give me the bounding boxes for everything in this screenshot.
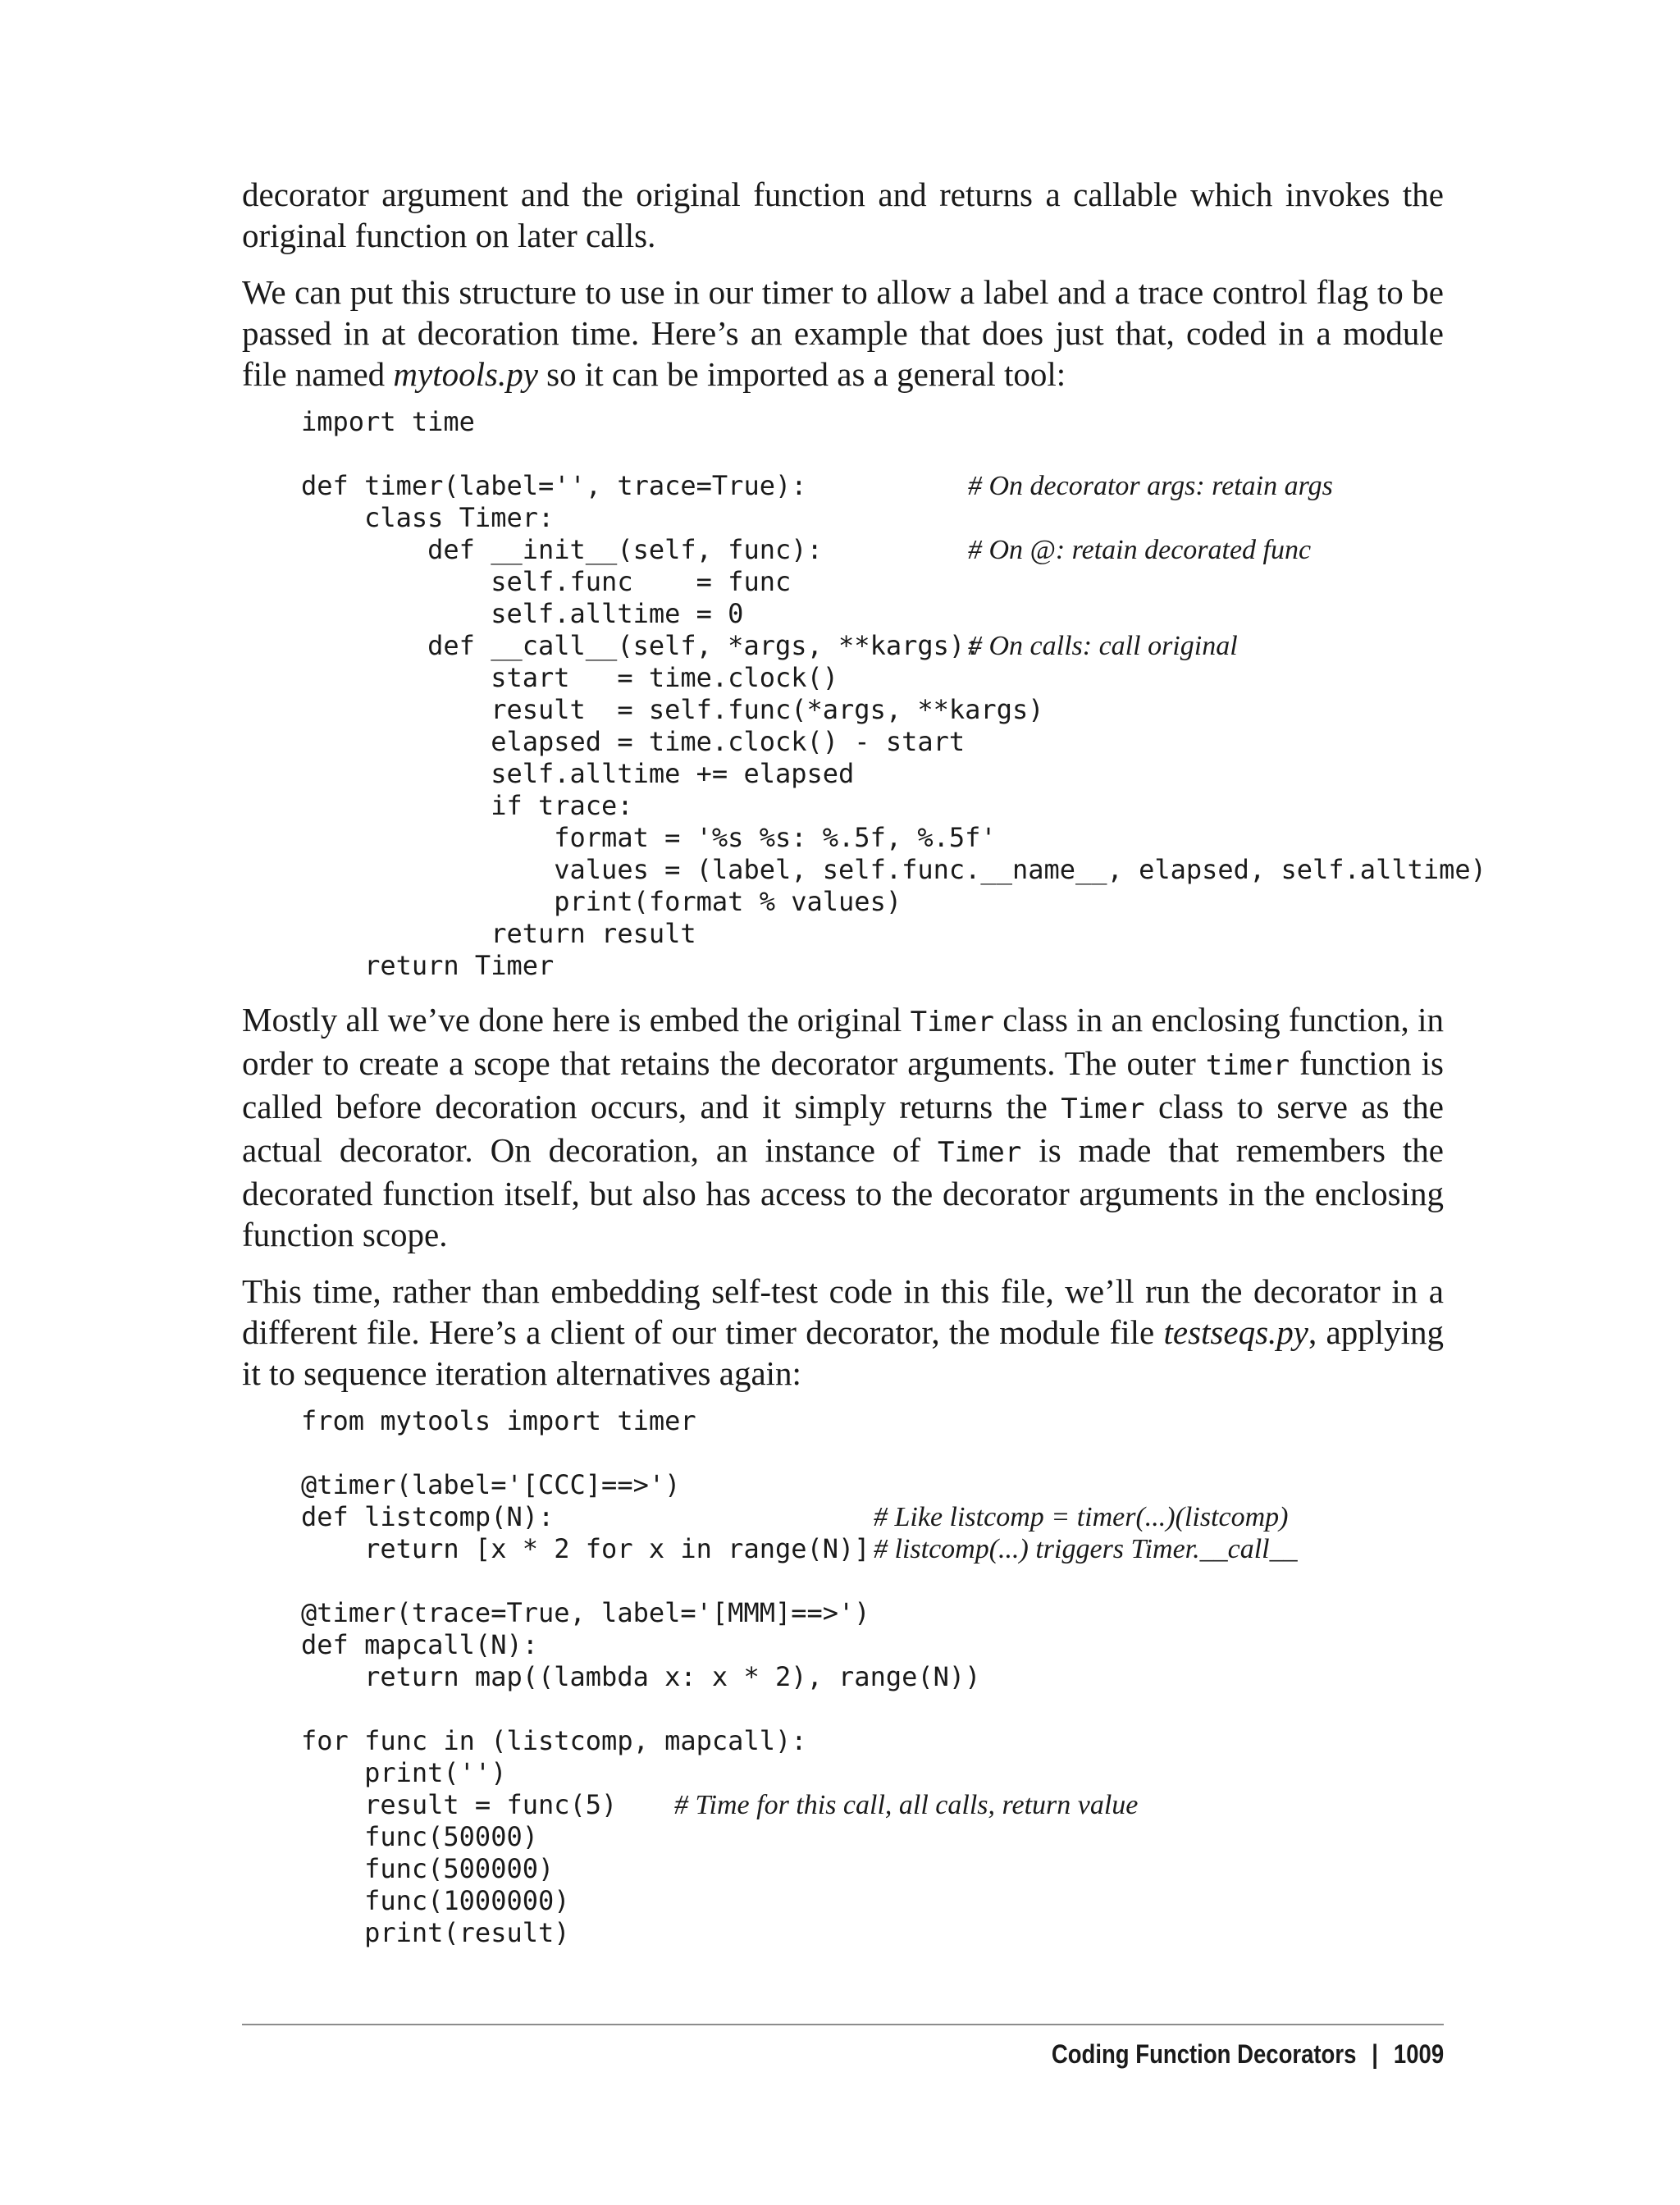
code-line — [301, 1917, 1444, 1949]
code-text: print(result) — [301, 1917, 570, 1948]
code-line — [301, 1629, 1444, 1661]
code-text: values = (label, self.func.__name__, elapsed, self.alltime) — [301, 854, 1486, 885]
code-text: return [x * 2 for x in range(N)] — [301, 1533, 870, 1564]
paragraph-text: class in an enclosing function, in order to create a scope that retains the decorator arguments. The outer — [242, 1001, 1444, 1082]
code-text: self.alltime += elapsed — [301, 758, 855, 789]
code-text: def __init__(self, func): — [301, 534, 823, 565]
code-line — [301, 470, 1444, 502]
page-body — [242, 174, 1486, 1949]
code-text: print(format % values) — [301, 886, 902, 917]
code-line — [301, 1469, 1444, 1501]
code-line — [301, 502, 1444, 534]
code-line — [301, 438, 1444, 470]
code-line — [301, 1533, 1444, 1565]
paragraph-text: This time, rather than embedding self-test code in this file, we’ll run the decorator in a different file. Here’s a client of our timer decorator, the module file — [242, 1272, 1444, 1351]
running-footer-title: Coding Function Decorators — [1051, 2039, 1357, 2069]
code-line — [301, 1885, 1444, 1917]
paragraph-mytools-intro — [242, 272, 1444, 395]
code-text: class Timer: — [301, 502, 555, 533]
code-line — [301, 1661, 1444, 1693]
inline-code-timer-class: Timer — [937, 1136, 1022, 1169]
code-line — [301, 950, 1444, 982]
paragraph-testseqs-intro — [242, 1271, 1444, 1394]
code-text: result = func(5) — [301, 1789, 618, 1820]
code-text: result = self.func(*args, **kargs) — [301, 694, 1044, 725]
code-text: format = '%s %s: %.5f, %.5f' — [301, 822, 997, 853]
paragraph-text: We can put this structure to use in our timer to allow a label and a trace control flag to be passed in at decoration time. Here’s an example that does just that, coded in a module file named — [242, 273, 1444, 393]
code-comment: # On decorator args: retain args — [968, 471, 1333, 501]
code-line — [301, 406, 1444, 438]
code-text: for func in (listcomp, mapcall): — [301, 1725, 807, 1756]
code-line — [301, 1501, 1444, 1533]
paragraph-text: function is called before decoration occurs, and it simply returns the — [242, 1044, 1444, 1125]
code-text: @timer(trace=True, label='[MMM]==>') — [301, 1597, 870, 1628]
paragraph-continuation: decorator argument and the original function and returns a callable which invokes the original function on later calls. — [242, 176, 1444, 254]
code-block-testseqs — [301, 1405, 1444, 1949]
code-text: elapsed = time.clock() - start — [301, 726, 966, 757]
paragraph-text: class to serve as the actual decorator. On decoration, an instance of — [242, 1088, 1444, 1169]
page-number: 1009 — [1393, 2039, 1444, 2069]
code-text: def mapcall(N): — [301, 1629, 538, 1660]
code-text: from mytools import timer — [301, 1405, 696, 1436]
code-line — [301, 1597, 1444, 1629]
code-line — [301, 726, 1444, 758]
code-text: func(50000) — [301, 1821, 538, 1852]
code-line — [301, 822, 1444, 854]
code-text: import time — [301, 406, 475, 437]
code-line — [301, 534, 1444, 566]
code-comment: # Like listcomp = timer(...)(listcomp) — [874, 1502, 1289, 1532]
code-text: func(500000) — [301, 1853, 555, 1884]
code-line — [301, 1789, 1444, 1821]
paragraph-text: Mostly all we’ve done here is embed the original — [242, 1001, 911, 1039]
code-line — [301, 1725, 1444, 1757]
inline-code-timer-function: timer — [1205, 1049, 1290, 1082]
code-text: print('') — [301, 1757, 507, 1788]
inline-code-timer-class: Timer — [910, 1006, 994, 1039]
page-footer — [1052, 2036, 1444, 2072]
paragraph-text: is made that remembers the decorated function itself, but also has access to the decorator arguments in the enclosing function scope. — [242, 1131, 1445, 1253]
code-line — [301, 1693, 1444, 1725]
code-line — [301, 1757, 1444, 1789]
code-text: if trace: — [301, 790, 633, 821]
paragraph-text: so it can be imported as a general tool: — [537, 355, 1066, 393]
code-line — [301, 1821, 1444, 1853]
code-text: start = time.clock() — [301, 662, 839, 693]
code-text: def timer(label='', trace=True): — [301, 470, 807, 501]
code-text: self.alltime = 0 — [301, 598, 744, 629]
code-text: return result — [301, 918, 696, 949]
footer-divider — [242, 2024, 1444, 2025]
code-text: return Timer — [301, 950, 555, 981]
code-line — [301, 662, 1444, 694]
code-line — [301, 918, 1444, 950]
code-comment: # On calls: call original — [968, 631, 1238, 661]
code-line — [301, 1405, 1444, 1437]
code-line — [301, 630, 1444, 662]
code-line — [301, 886, 1444, 918]
code-line — [301, 1565, 1444, 1597]
code-text: func(1000000) — [301, 1885, 570, 1916]
code-text: def __call__(self, *args, **kargs): — [301, 630, 981, 661]
code-comment: # On @: retain decorated func — [968, 535, 1312, 565]
code-line — [301, 790, 1444, 822]
filename-testseqs: testseqs.py — [1163, 1313, 1308, 1351]
code-line — [301, 854, 1486, 886]
code-line — [301, 598, 1444, 630]
code-comment: # listcomp(...) triggers Timer.__call__ — [874, 1534, 1298, 1564]
inline-code-timer-class: Timer — [1061, 1093, 1145, 1125]
code-text: return map((lambda x: x * 2), range(N)) — [301, 1661, 981, 1692]
code-line — [301, 566, 1444, 598]
paragraph-timer-explanation — [242, 999, 1444, 1255]
code-comment: # Time for this call, all calls, return value — [674, 1790, 1139, 1820]
code-line — [301, 1853, 1444, 1885]
code-text: self.func = func — [301, 566, 792, 597]
code-line — [301, 694, 1444, 726]
filename-mytools: mytools.py — [393, 355, 538, 393]
code-line — [301, 758, 1444, 790]
code-text: def listcomp(N): — [301, 1501, 555, 1532]
code-line — [301, 1437, 1444, 1469]
footer-separator: | — [1372, 2039, 1378, 2069]
code-block-mytools — [301, 406, 1486, 982]
code-text: @timer(label='[CCC]==>') — [301, 1469, 681, 1500]
paragraph-text: , applying it to sequence iteration alternatives again: — [242, 1313, 1445, 1392]
